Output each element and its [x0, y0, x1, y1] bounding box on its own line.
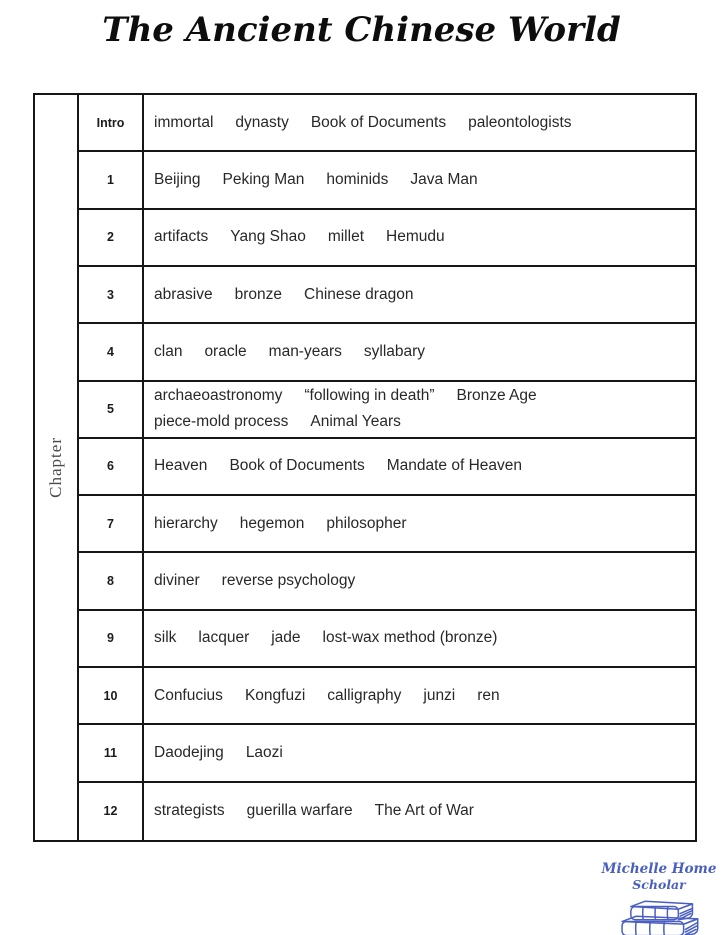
table-row-words [144, 267, 695, 324]
table-row-words [144, 152, 695, 209]
vocab-term: Laozi [245, 744, 283, 762]
chapter-number: 9 [79, 611, 144, 668]
chapter-number: 4 [79, 324, 144, 381]
vocab-term: syllabary [363, 342, 426, 360]
chapter-number: 2 [79, 210, 144, 267]
vocab-term: guerilla warfare [246, 802, 353, 820]
chapter-number: Intro [79, 95, 144, 152]
table-row-words [144, 668, 695, 725]
vocab-line [154, 383, 695, 409]
table-row-words [144, 725, 695, 782]
vocab-term: dynasty [235, 113, 289, 131]
vocab-term: The Art of War [374, 802, 474, 820]
chapter-column [35, 95, 79, 840]
vocab-term: hominids [326, 170, 389, 188]
vocab-line [154, 224, 695, 250]
table-row-words [144, 324, 695, 381]
table-row-words [144, 95, 695, 152]
vocab-line [154, 683, 695, 709]
vocab-term: Book of Documents [229, 457, 365, 475]
vocab-term: Bronze Age [456, 387, 537, 405]
vocab-term: lacquer [198, 629, 250, 647]
table-row-words [144, 611, 695, 668]
vocab-line [154, 339, 695, 365]
vocab-term: calligraphy [327, 686, 402, 704]
table-row-words [144, 210, 695, 267]
vocab-term: Animal Years [310, 413, 401, 431]
vocab-line [154, 110, 695, 136]
vocab-term: bronze [234, 285, 282, 303]
vocab-term: Java Man [410, 170, 478, 188]
table-row-words [144, 553, 695, 610]
vocab-line [154, 625, 695, 651]
vocab-term: hierarchy [154, 514, 218, 532]
table-row-words [144, 382, 695, 439]
vocab-line [154, 409, 695, 435]
chapter-number: 6 [79, 439, 144, 496]
vocab-line [154, 511, 695, 537]
vocab-line [154, 282, 695, 308]
vocab-term: Chinese dragon [304, 285, 414, 303]
vocab-term: Book of Documents [310, 113, 447, 131]
vocab-term: Daodejing [154, 744, 224, 762]
chapter-number: 10 [79, 668, 144, 725]
vocab-term: abrasive [154, 285, 213, 303]
vocab-term: lost-wax method (bronze) [322, 629, 498, 647]
vocab-term: hegemon [239, 514, 305, 532]
page-title: The Ancient Chinese World [102, 10, 621, 50]
vocab-term: Peking Man [222, 170, 305, 188]
publisher-logo [598, 862, 720, 935]
vocab-term: piece-mold process [154, 413, 289, 431]
vocab-term: Heaven [154, 457, 208, 475]
vocab-term: immortal [154, 113, 214, 131]
vocab-term: Kongfuzi [244, 686, 306, 704]
vocab-line [154, 453, 695, 479]
vocab-term: millet [327, 228, 364, 246]
logo-text-line2: Scholar [632, 877, 686, 892]
vocab-term: jade [271, 629, 301, 647]
vocab-line [154, 740, 695, 766]
vocab-term: clan [154, 342, 183, 360]
vocab-term: diviner [154, 572, 200, 590]
vocab-term: Beijing [154, 170, 201, 188]
vocab-term: Confucius [154, 686, 223, 704]
vocab-term: ren [477, 686, 500, 704]
vocab-term: strategists [154, 802, 225, 820]
books-stack-icon [598, 895, 720, 935]
vocab-term: reverse psychology [221, 572, 356, 590]
chapter-number: 7 [79, 496, 144, 553]
vocab-term: “following in death” [304, 387, 435, 405]
vocab-line [154, 568, 695, 594]
chapter-number: 12 [79, 783, 144, 840]
chapter-number: 5 [79, 382, 144, 439]
table-row-words [144, 439, 695, 496]
chapter-number: 8 [79, 553, 144, 610]
vocab-term: junzi [423, 686, 456, 704]
vocab-term: Yang Shao [230, 228, 306, 246]
chapter-number: 3 [79, 267, 144, 324]
chapter-number: 11 [79, 725, 144, 782]
vocab-term: paleontologists [468, 113, 572, 131]
vocab-term: silk [154, 629, 177, 647]
vocab-term: philosopher [326, 514, 407, 532]
vocab-line [154, 798, 695, 824]
vocab-term: man-years [268, 342, 342, 360]
vocab-term: Mandate of Heaven [386, 457, 522, 475]
table-row-words [144, 496, 695, 553]
vocab-term: oracle [204, 342, 247, 360]
vocabulary-table [33, 93, 697, 842]
vocab-term: artifacts [154, 228, 209, 246]
chapter-number: 1 [79, 152, 144, 209]
logo-text-line1: Michelle Home [601, 861, 717, 877]
vocab-line [154, 167, 695, 193]
table-row-words [144, 783, 695, 840]
vocab-term: Hemudu [386, 228, 445, 246]
chapter-column-label: Chapter [46, 437, 65, 498]
vocab-term: archaeoastronomy [154, 387, 283, 405]
